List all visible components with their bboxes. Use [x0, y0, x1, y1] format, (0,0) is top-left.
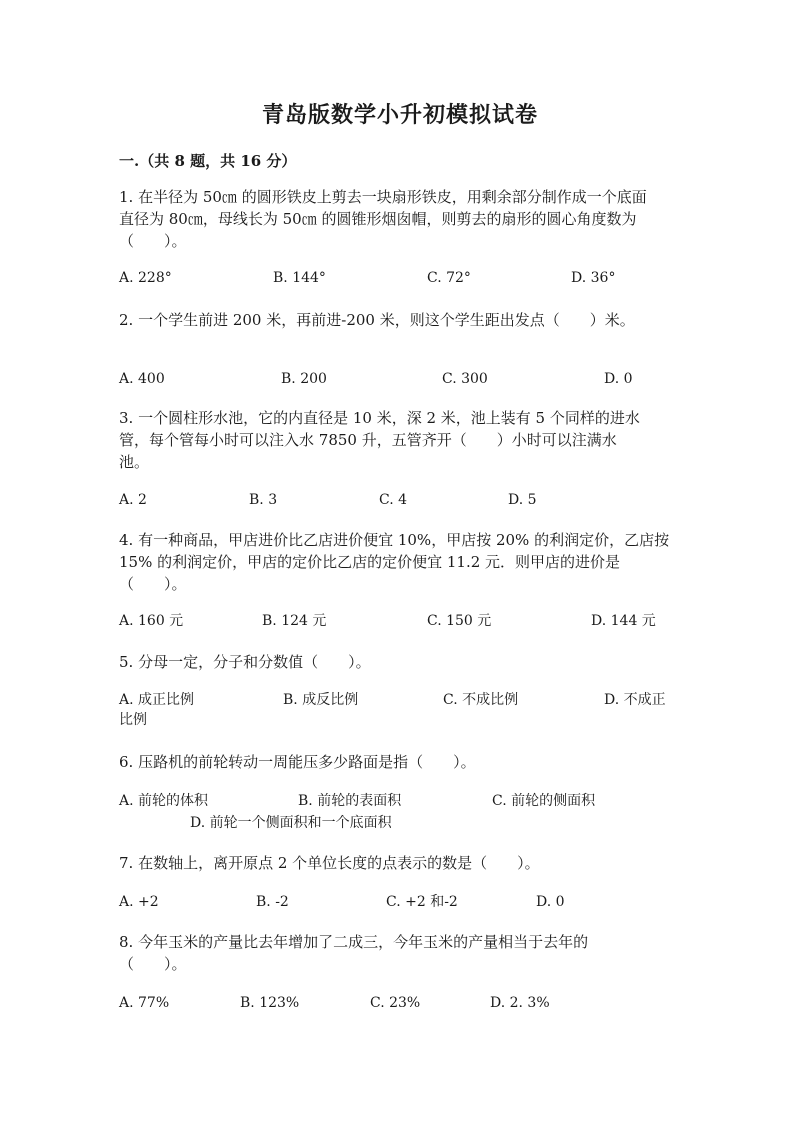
question-2-option-a: A. 400 — [119, 371, 165, 387]
section-heading: 一.（共 8 题，共 16 分） — [119, 152, 297, 170]
question-7 — [119, 852, 684, 874]
question-1-line-2: 直径为 80㎝，母线长为 50㎝ 的圆锥形烟囱帽，则剪去的扇形的圆心角度数为 — [119, 210, 637, 228]
question-7-option-a: A. +2 — [119, 894, 159, 910]
question-4-option-a: A. 160 元 — [119, 613, 184, 629]
question-2-line-1: 2. 一个学生前进 200 米，再前进-200 米，则这个学生距出发点（ ）米。 — [119, 311, 635, 329]
question-8-option-c: C. 23% — [370, 995, 421, 1011]
question-7-option-c: C. +2 和-2 — [386, 894, 458, 910]
question-5-line-1: 5. 分母一定，分子和分数值（ ）。 — [119, 653, 371, 671]
question-5 — [119, 651, 684, 673]
question-3-option-d: D. 5 — [508, 492, 537, 508]
question-8 — [119, 931, 684, 975]
question-7-option-b: B. -2 — [256, 894, 289, 910]
question-8-line-1: 8. 今年玉米的产量比去年增加了二成三，今年玉米的产量相当于去年的 — [119, 933, 589, 951]
question-3-option-c: C. 4 — [379, 492, 408, 508]
question-1-line-1: 1. 在半径为 50㎝ 的圆形铁皮上剪去一块扇形铁皮，用剩余部分制作成一个底面 — [119, 188, 647, 206]
question-7-option-d: D. 0 — [536, 894, 565, 910]
question-5-option-b: B. 成反比例 — [283, 692, 359, 708]
question-3-line-1: 3. 一个圆柱形水池，它的内直径是 10 米，深 2 米，池上装有 5 个同样的进水 — [119, 409, 640, 427]
question-6-option-c: C. 前轮的侧面积 — [492, 793, 596, 809]
question-3 — [119, 407, 684, 473]
question-2 — [119, 309, 684, 331]
question-1-line-3: （ ）。 — [119, 232, 187, 250]
question-2-option-b: B. 200 — [281, 371, 327, 387]
question-8-option-d: D. 2. 3% — [490, 995, 550, 1011]
question-5-option-d-wrap: 比例 — [119, 712, 147, 728]
question-3-line-2: 管，每个管每小时可以注入水 7850 升，五管齐开（ ）小时可以注满水 — [119, 431, 617, 449]
question-4-line-3: （ ）。 — [119, 575, 187, 593]
question-4-option-c: C. 150 元 — [427, 613, 492, 629]
question-8-line-2: （ ）。 — [119, 955, 187, 973]
question-1-option-c: C. 72° — [427, 270, 471, 286]
question-1 — [119, 186, 684, 252]
question-6 — [119, 751, 684, 773]
question-8-option-b: B. 123% — [240, 995, 300, 1011]
question-3-option-a: A. 2 — [119, 492, 147, 508]
question-3-option-b: B. 3 — [249, 492, 278, 508]
question-5-option-a: A. 成正比例 — [119, 692, 195, 708]
question-8-option-a: A. 77% — [119, 995, 170, 1011]
question-2-option-c: C. 300 — [442, 371, 488, 387]
question-4 — [119, 529, 684, 595]
question-6-option-a: A. 前轮的体积 — [119, 793, 209, 809]
question-7-line-1: 7. 在数轴上，离开原点 2 个单位长度的点表示的数是（ ）。 — [119, 854, 540, 872]
question-6-option-d: D. 前轮一个侧面积和一个底面积 — [190, 815, 392, 831]
question-6-line-1: 6. 压路机的前轮转动一周能压多少路面是指（ ）。 — [119, 753, 476, 771]
question-1-option-b: B. 144° — [273, 270, 326, 286]
question-5-option-c: C. 不成比例 — [443, 692, 519, 708]
question-6-option-b: B. 前轮的表面积 — [298, 793, 402, 809]
question-4-option-b: B. 124 元 — [262, 613, 327, 629]
question-4-line-2: 15% 的利润定价，甲店的定价比乙店的定价便宜 11.2 元．则甲店的进价是 — [119, 553, 621, 571]
question-4-line-1: 4. 有一种商品，甲店进价比乙店进价便宜 10%，甲店按 20% 的利润定价，乙店按 — [119, 531, 670, 549]
question-5-option-d: D. 不成正 — [604, 692, 666, 708]
page-title: 青岛版数学小升初模拟试卷 — [261, 102, 538, 128]
question-4-option-d: D. 144 元 — [591, 613, 656, 629]
question-1-option-a: A. 228° — [119, 270, 172, 286]
question-1-option-d: D. 36° — [571, 270, 616, 286]
question-2-option-d: D. 0 — [604, 371, 633, 387]
question-3-line-3: 池。 — [119, 453, 150, 471]
